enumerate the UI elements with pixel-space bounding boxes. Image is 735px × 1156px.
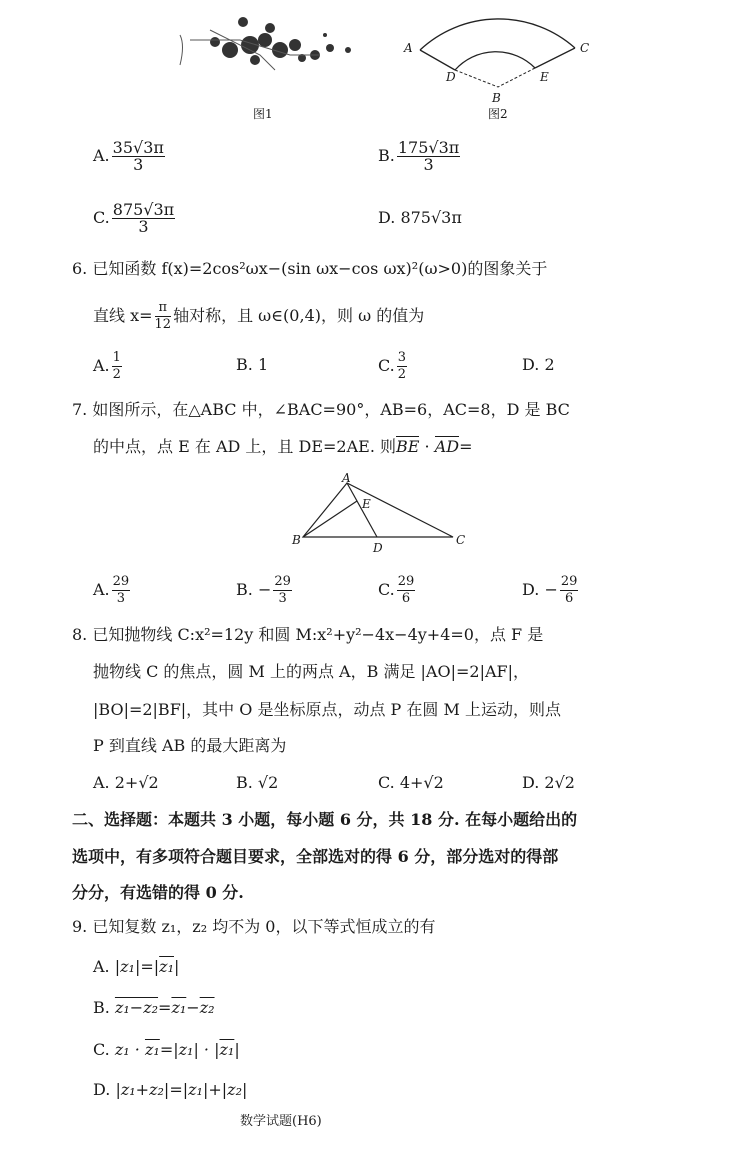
q5-option-a: A. $\frac{35√3\pi}{3}$ <box>93 138 164 174</box>
expression-part: − <box>186 998 200 1017</box>
conjugate-term: z₁ <box>144 1040 160 1059</box>
q7-triangle-diagram <box>0 0 735 560</box>
q7-option-a: A. $\frac{29}{3}$ <box>93 574 130 606</box>
expression-part: |z₁+z₂|=|z₁|+|z₂| <box>115 1080 248 1099</box>
q8-option-a: A. 2+√2 <box>93 773 159 792</box>
q6-option-a: A. $\frac{1}{2}$ <box>93 350 121 382</box>
fig2-label-e: E <box>540 70 549 84</box>
q8-stem-line2: 抛物线 C 的焦点，圆 M 上的两点 A，B 满足 |AO|=2|AF|， <box>93 662 530 681</box>
conjugate-term: z₁ <box>159 957 174 976</box>
q7-option-d: D. − $\frac{29}{6}$ <box>522 574 578 606</box>
fig2-label-c: C <box>580 41 590 55</box>
figure-1-caption: 图1 <box>253 107 273 121</box>
q8-option-d: D. 2√2 <box>522 773 575 792</box>
fig2-label-b: B <box>492 91 501 105</box>
q7-label-a: A <box>342 471 351 485</box>
q9-option-d <box>93 1080 247 1100</box>
q6-stem-line1: 6. 已知函数 f(x)=2cos²ωx−(sin ωx−cos ωx)²(ω>0)的图象关于 <box>72 259 548 278</box>
q6-option-c: C. $\frac{3}{2}$ <box>378 350 407 382</box>
conjugate-term: z₁ <box>171 998 187 1017</box>
conjugate-term: z₁ <box>219 1040 235 1059</box>
expression-part: = <box>158 998 172 1017</box>
q5-option-d: D. 875√3π <box>378 208 462 227</box>
fig2-label-a: A <box>404 41 413 55</box>
q8-stem-line1: 8. 已知抛物线 C:x²=12y 和圆 M:x²+y²−4x−4y+4=0，点 F 是 <box>72 625 544 644</box>
section2-instructions-line1: 二、选择题：本题共 3 小题，每小题 6 分，共 18 分. 在每小题给出的 <box>72 810 578 829</box>
option-label: C. <box>93 1040 110 1059</box>
q8-stem-line3: |BO|=2|BF|，其中 O 是坐标原点，动点 P 在圆 M 上运动，则点 <box>93 700 561 719</box>
conjugate-term: z₂ <box>199 998 215 1017</box>
q7-stem-line2: 的中点，点 E 在 AD 上，且 DE=2AE. 则BE · AD= <box>93 437 473 456</box>
section2-instructions-line3: 分分，有选错的得 0 分. <box>72 883 244 902</box>
q7-option-b: B. − $\frac{29}{3}$ <box>236 574 291 606</box>
page-footer: 数学试题(H6) <box>240 1114 322 1129</box>
q9-stem: 9. 已知复数 z₁，z₂ 均不为 0，以下等式恒成立的有 <box>72 917 436 936</box>
q9-option-a <box>93 957 179 977</box>
q7-label-d: D <box>373 541 383 555</box>
q7-option-c: C. $\frac{29}{6}$ <box>378 574 415 606</box>
q7-label-e: E <box>362 497 371 511</box>
q7-label-c: C <box>456 533 466 547</box>
section2-instructions-line2: 选项中，有多项符合题目要求，全部选对的得 6 分，部分选对的得部 <box>72 847 559 866</box>
q6-option-b: B. 1 <box>236 355 269 374</box>
option-label: D. <box>93 1080 111 1099</box>
figure-2-caption: 图2 <box>488 107 508 121</box>
expression-part: |z₁|=| <box>114 957 160 976</box>
q6-option-d: D. 2 <box>522 355 555 374</box>
q5-option-b: B. $\frac{175√3\pi}{3}$ <box>378 138 460 174</box>
q8-stem-line4: P 到直线 AB 的最大距离为 <box>93 736 287 755</box>
q9-option-c <box>93 1040 240 1060</box>
expression-part: z₁ · <box>114 1040 145 1059</box>
expression-part: | <box>174 957 180 976</box>
option-label: B. <box>93 998 110 1017</box>
q8-option-b: B. √2 <box>236 773 279 792</box>
q9-option-b <box>93 998 215 1018</box>
q7-label-b: B <box>292 533 301 547</box>
q8-option-c: C. 4+√2 <box>378 773 444 792</box>
q7-stem-line1: 7. 如图所示，在△ABC 中，∠BAC=90°，AB=6，AC=8，D 是 BC <box>72 400 570 419</box>
q6-stem-line2: 直线 x= $\frac{\pi}{12}$ 轴对称，且 ω∈(0,4)，则 ω 的值为 <box>93 300 425 332</box>
conjugate-term: z₁−z₂ <box>114 998 159 1017</box>
expression-part: | <box>234 1040 240 1059</box>
fig2-label-d: D <box>446 70 456 84</box>
option-label: A. <box>93 957 110 976</box>
expression-part: =|z₁| · | <box>159 1040 220 1059</box>
q5-option-c: C. $\frac{875√3\pi}{3}$ <box>93 200 175 236</box>
